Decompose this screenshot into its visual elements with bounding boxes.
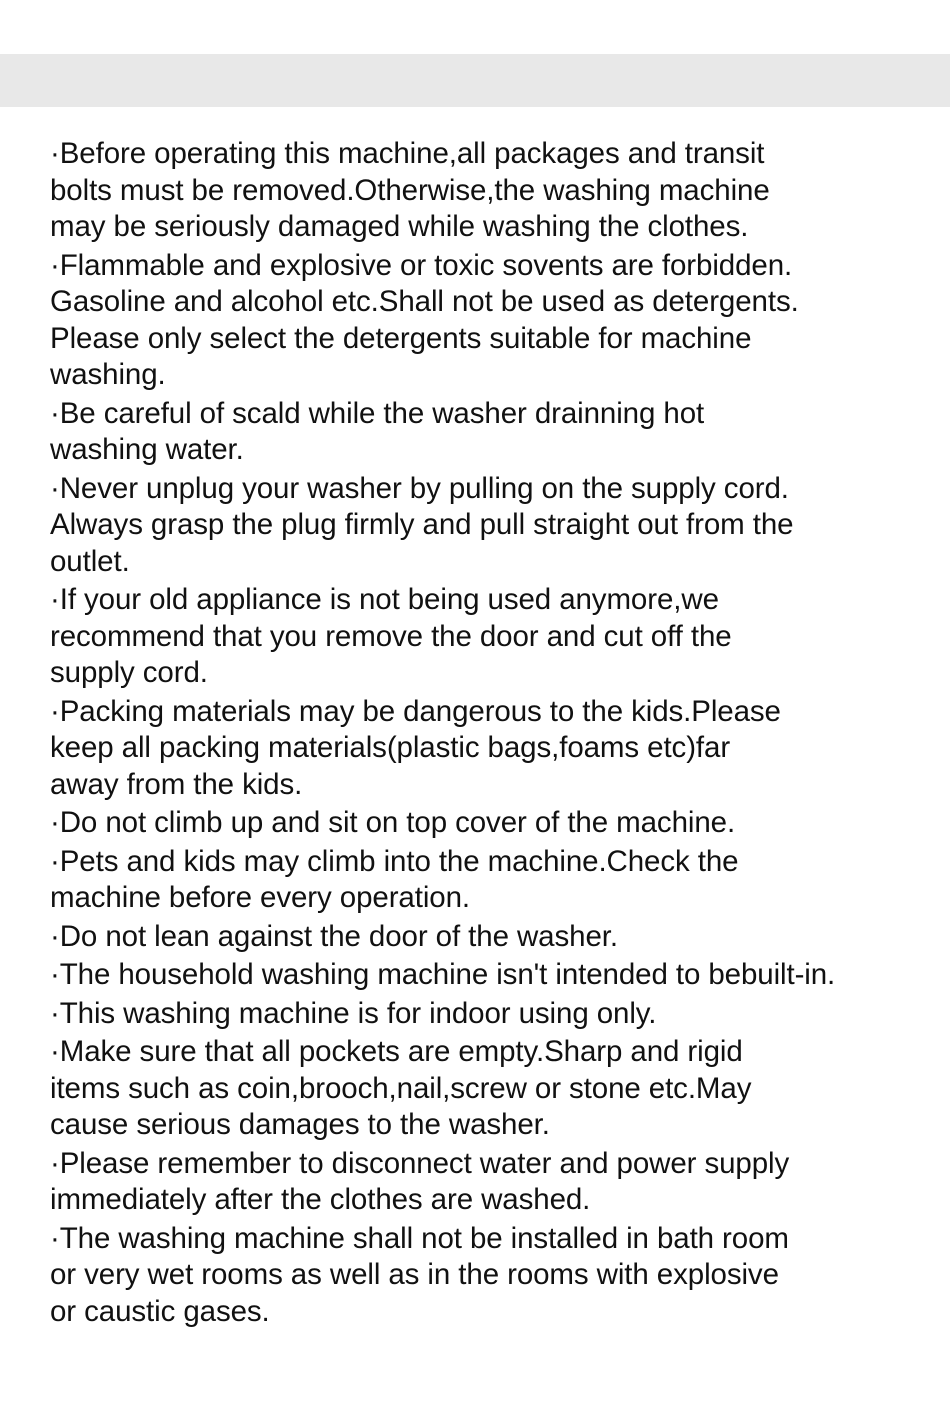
instruction-item [50,1221,945,1331]
instruction-line: may be seriously damaged while washing the clothes. [50,210,749,243]
instruction-line: or very wet rooms as well as in the rooms with explosive [50,1258,779,1291]
instruction-item [50,471,945,581]
instruction-item [50,805,945,842]
instruction-line: ·Please remember to disconnect water and power supply [50,1146,790,1180]
instruction-line: ·Pets and kids may climb into the machine.Check the [50,844,739,878]
instruction-line: Please only select the detergents suitable for machine [50,321,752,355]
instruction-line: away from the kids. [50,767,303,801]
instruction-item [50,919,945,956]
instruction-line: ·The washing machine shall not be installed in bath room [50,1221,789,1255]
instruction-line: recommend that you remove the door and cut off the [50,619,732,653]
instruction-item [50,1034,945,1144]
instruction-item [50,844,945,917]
instruction-line: supply cord. [50,656,208,689]
instruction-line: ·Before operating this machine,all packages and transit [50,137,765,170]
instruction-item [50,248,945,394]
instruction-item [50,1146,945,1219]
instruction-line: washing water. [50,433,244,466]
instruction-line: Always grasp the plug firmly and pull straight out from the [50,508,794,541]
instruction-item [50,996,945,1033]
safety-instructions [50,136,945,1332]
instruction-line: ·Never unplug your washer by pulling on the supply cord. [50,471,789,505]
instruction-line: items such as coin,brooch,nail,screw or stone etc.May [50,1071,752,1105]
instruction-line: washing. [50,358,166,391]
instruction-line: cause serious damages to the washer. [50,1108,550,1141]
instruction-line: ·Do not lean against the door of the washer. [50,919,618,953]
instruction-line: ·Do not climb up and sit on top cover of the machine. [50,806,736,839]
instruction-item [50,957,945,994]
instruction-line: Gasoline and alcohol etc.Shall not be used as detergents. [50,285,799,318]
instruction-line: ·If your old appliance is not being used anymore,we [50,583,719,616]
instruction-line: immediately after the clothes are washed. [50,1183,591,1216]
instruction-item [50,136,945,246]
instruction-line: machine before every operation. [50,881,470,914]
instruction-line: keep all packing materials(plastic bags,foams etc)far [50,731,731,764]
instruction-line: ·Flammable and explosive or toxic sovents are forbidden. [50,248,793,282]
instruction-item [50,582,945,692]
instruction-line: or caustic gases. [50,1294,270,1328]
instruction-line: bolts must be removed.Otherwise,the washing machine [50,173,770,207]
instruction-line: ·This washing machine is for indoor using only. [50,996,657,1030]
instruction-line: outlet. [50,544,130,578]
instruction-line: ·Packing materials may be dangerous to the kids.Please [50,694,781,728]
instruction-line: ·The household washing machine isn't intended to bebuilt-in. [50,958,836,991]
instruction-line: ·Make sure that all pockets are empty.Sharp and rigid [50,1035,743,1068]
instruction-line: ·Be careful of scald while the washer drainning hot [50,396,705,430]
instruction-item [50,396,945,469]
header-bar [0,54,950,107]
instruction-item [50,694,945,804]
